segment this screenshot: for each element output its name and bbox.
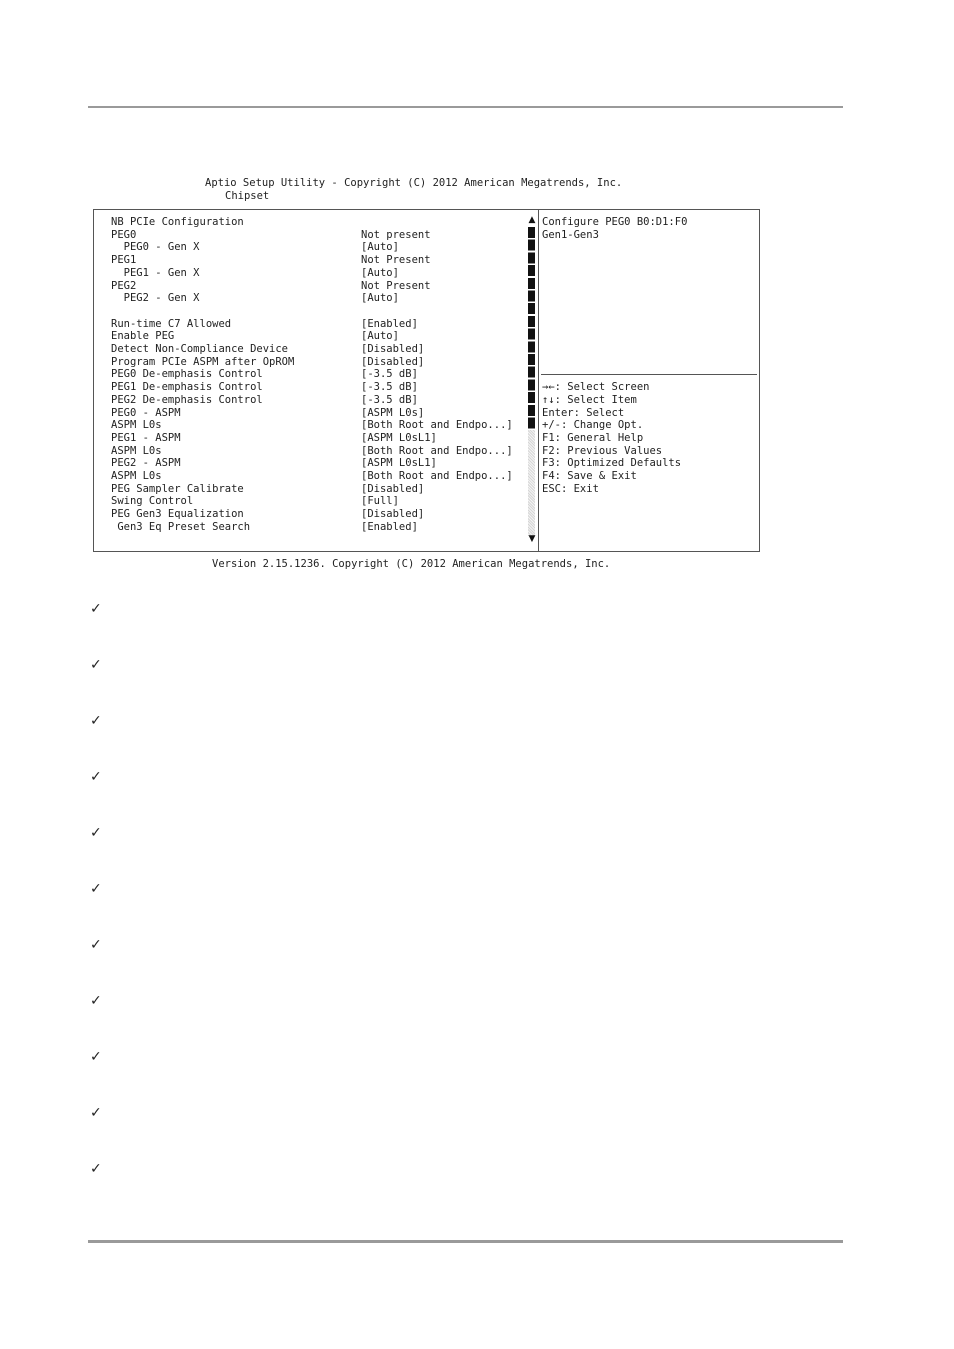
setting-row (94, 216, 524, 229)
setting-value[interactable]: [-3.5 dB] (361, 368, 418, 381)
scrollbar-thumb[interactable] (528, 227, 535, 430)
blank-row (94, 305, 524, 318)
help-text: Configure PEG0 B0:D1:F0 (542, 216, 688, 228)
setting-label: ASPM L0s (111, 470, 162, 482)
setting-row[interactable] (94, 508, 524, 521)
key-legend-item: +/-: Change Opt. (542, 419, 644, 432)
setting-value[interactable]: [Auto] (361, 292, 399, 305)
setting-row[interactable] (94, 330, 524, 343)
setting-row (94, 254, 524, 267)
key-legend-item: ↑↓: Select Item (542, 393, 637, 406)
setting-row[interactable] (94, 292, 524, 305)
bios-setup-window (93, 209, 760, 552)
setting-label: PEG Sampler Calibrate (111, 482, 244, 495)
setting-label: Program PCIe ASPM after OpROM (111, 355, 295, 368)
setting-value[interactable]: [ASPM L0s] (361, 406, 425, 419)
setting-label: PEG1 - Gen X (111, 266, 200, 279)
setting-value[interactable]: [Enabled] (361, 317, 418, 330)
setting-value[interactable]: [Disabled] (361, 343, 425, 355)
setting-value[interactable]: [ASPM L0sL1] (361, 457, 437, 470)
setting-row[interactable] (94, 445, 524, 458)
setting-row[interactable] (94, 241, 524, 254)
setting-label: PEG0 De-emphasis Control (111, 368, 263, 381)
checkmark-icon: ✓ (90, 825, 102, 841)
setting-value[interactable]: [Auto] (361, 266, 399, 279)
bios-header-title: Aptio Setup Utility - Copyright (C) 2012 American Megatrends, Inc. (205, 177, 623, 189)
setting-row (94, 280, 524, 293)
checkmark-icon: ✓ (90, 993, 102, 1009)
setting-label: ASPM L0s (111, 419, 162, 432)
setting-row[interactable] (94, 368, 524, 381)
setting-label: Enable PEG (111, 330, 175, 343)
scroll-up-arrow-icon[interactable]: ▲ (528, 215, 536, 225)
key-legend-item: F4: Save & Exit (542, 470, 637, 482)
help-text: Gen1-Gen3 (542, 228, 599, 241)
setting-row[interactable] (94, 407, 524, 420)
checkmark-icon: ✓ (90, 769, 102, 785)
setting-value[interactable]: [Disabled] (361, 482, 425, 495)
setting-label: PEG1 De-emphasis Control (111, 381, 263, 394)
setting-label: PEG0 (111, 228, 137, 241)
scroll-down-arrow-icon[interactable]: ▼ (528, 534, 536, 544)
key-legend-item: F2: Previous Values (542, 444, 663, 457)
setting-label: Detect Non-Compliance Device (111, 343, 289, 355)
setting-row[interactable] (94, 318, 524, 331)
setting-row[interactable] (94, 356, 524, 369)
setting-label: PEG2 - ASPM (111, 457, 181, 470)
setting-value: Not Present (361, 279, 431, 292)
setting-label: PEG0 - Gen X (111, 241, 200, 254)
checkmark-icon: ✓ (90, 881, 102, 897)
checkmark-icon: ✓ (90, 1161, 102, 1177)
checkmark-icon: ✓ (90, 1105, 102, 1121)
setting-value[interactable]: [ASPM L0sL1] (361, 431, 437, 444)
setting-row[interactable] (94, 521, 524, 534)
setting-value[interactable]: [Auto] (361, 330, 399, 343)
setting-value[interactable]: [Disabled] (361, 355, 425, 368)
checkmark-icon: ✓ (90, 601, 102, 617)
setting-label: Run-time C7 Allowed (111, 317, 232, 330)
checkmark-icon: ✓ (90, 1049, 102, 1065)
bios-footer-version: Version 2.15.1236. Copyright (C) 2012 American Megatrends, Inc. (212, 558, 611, 570)
setting-label: Swing Control (111, 495, 194, 508)
checkmark-icon: ✓ (90, 657, 102, 673)
pane-divider (538, 210, 539, 551)
setting-value: Not Present (361, 254, 431, 267)
setting-label: PEG2 De-emphasis Control (111, 393, 263, 406)
setting-label: NB PCIe Configuration (111, 216, 244, 228)
setting-label: PEG Gen3 Equalization (111, 508, 244, 521)
setting-row[interactable] (94, 457, 524, 470)
setting-label: PEG2 - Gen X (111, 292, 200, 305)
setting-row[interactable] (94, 483, 524, 496)
setting-row[interactable] (94, 432, 524, 445)
setting-value[interactable]: [-3.5 dB] (361, 381, 418, 394)
key-legend-item: F3: Optimized Defaults (542, 457, 682, 470)
setting-label: Gen3 Eq Preset Search (111, 520, 251, 533)
setting-value[interactable]: [Both Root and Endpo...] (361, 444, 513, 457)
setting-value[interactable]: [Both Root and Endpo...] (361, 470, 513, 482)
setting-label: ASPM L0s (111, 444, 162, 457)
tab-chipset[interactable]: Chipset (225, 190, 270, 202)
key-legend-item: ESC: Exit (542, 482, 599, 495)
checkmark-icon: ✓ (90, 937, 102, 953)
setting-value[interactable]: [Auto] (361, 241, 399, 254)
setting-row[interactable] (94, 343, 524, 356)
setting-row[interactable] (94, 470, 524, 483)
setting-value[interactable]: [Both Root and Endpo...] (361, 419, 513, 432)
page-top-rule (88, 106, 843, 108)
checkmark-icon: ✓ (90, 713, 102, 729)
setting-row (94, 229, 524, 242)
setting-label: PEG1 - ASPM (111, 431, 181, 444)
setting-label: PEG1 (111, 254, 137, 267)
setting-row[interactable] (94, 394, 524, 407)
setting-row[interactable] (94, 419, 524, 432)
setting-value[interactable]: [Full] (361, 495, 399, 508)
setting-row[interactable] (94, 381, 524, 394)
setting-label: PEG2 (111, 279, 137, 292)
key-legend-item: Enter: Select (542, 406, 625, 419)
setting-value[interactable]: [-3.5 dB] (361, 393, 418, 406)
help-divider (541, 374, 757, 375)
setting-label: PEG0 - ASPM (111, 406, 181, 419)
setting-row[interactable] (94, 495, 524, 508)
page-bottom-rule (88, 1240, 843, 1243)
setting-value[interactable]: [Enabled] (361, 520, 418, 533)
key-legend-item: F1: General Help (542, 431, 644, 444)
key-legend-item: →←: Select Screen (542, 381, 650, 394)
setting-value: Not present (361, 228, 431, 241)
setting-row[interactable] (94, 267, 524, 280)
setting-value[interactable]: [Disabled] (361, 508, 425, 521)
